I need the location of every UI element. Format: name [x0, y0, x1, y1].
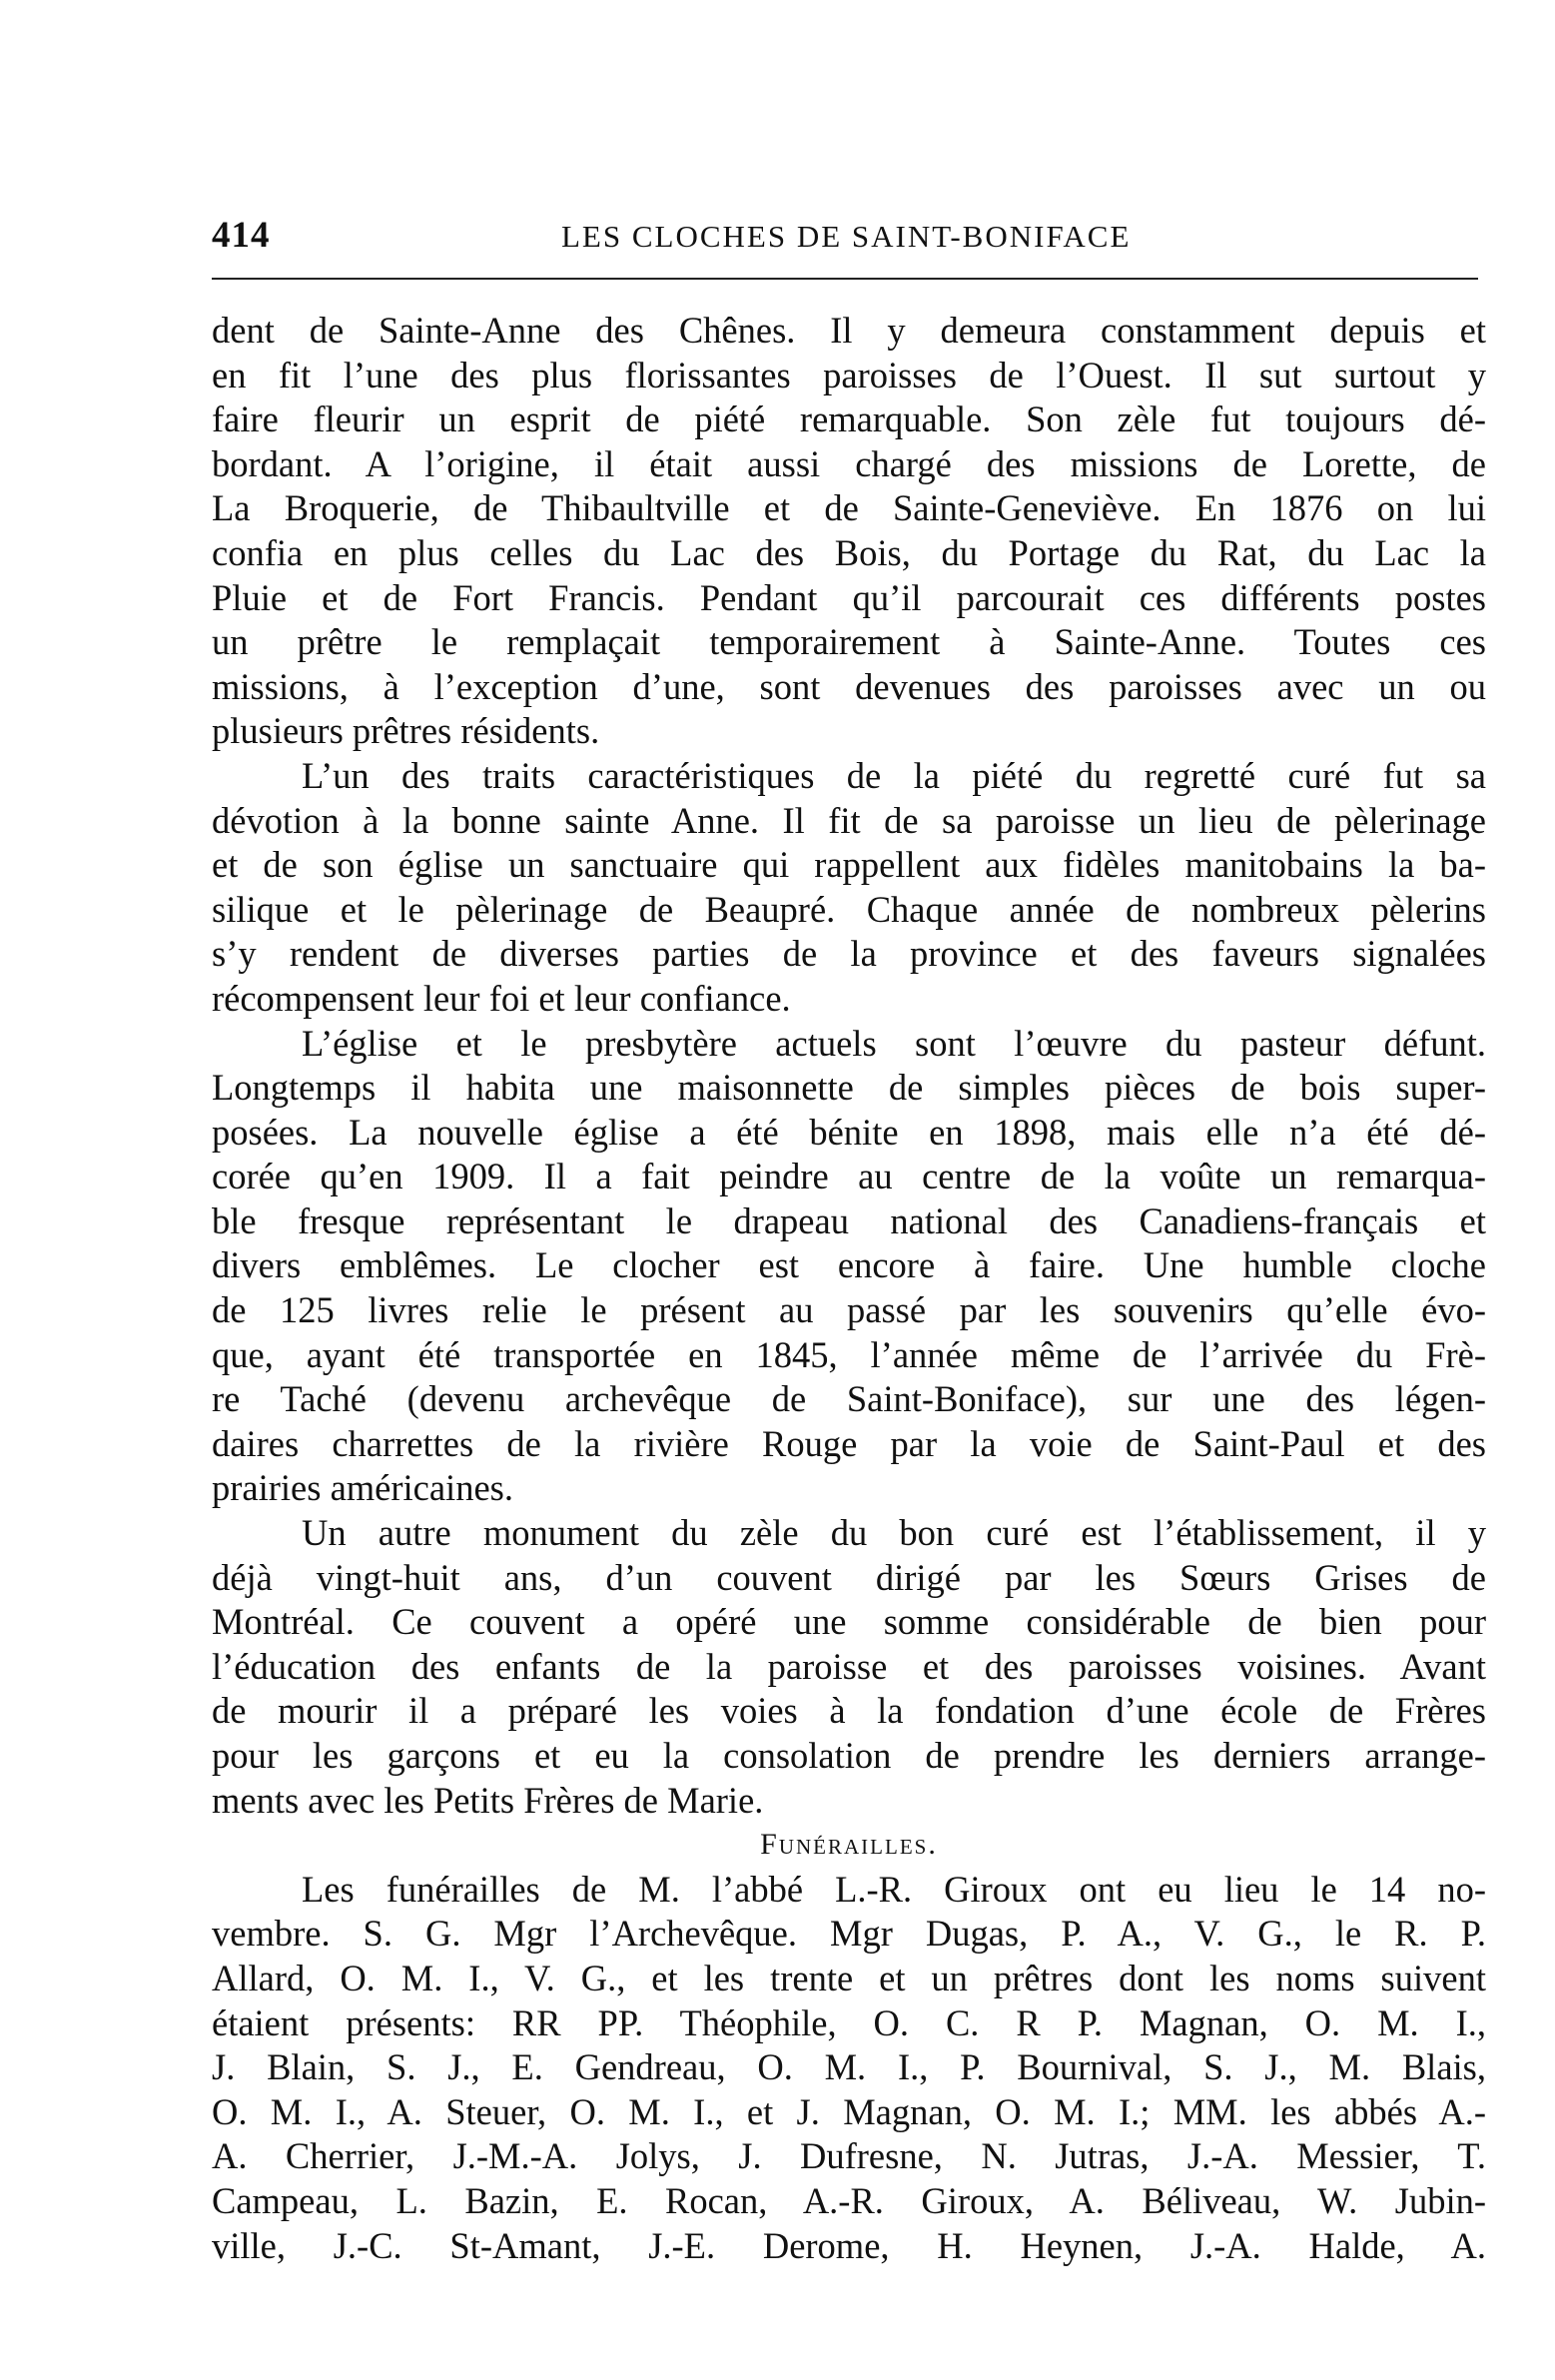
header-rule — [212, 278, 1478, 280]
text-line: O. M. I., A. Steuer, O. M. I., et J. Magnan, O. M. I.; MM. les abbés A.- — [212, 2090, 1486, 2132]
paragraph-2 — [212, 754, 1486, 1022]
text-line: silique et le pèlerinage de Beaupré. Chaque année de nombreux pèlerins — [212, 888, 1486, 930]
text-line: plusieurs prêtres résidents. — [212, 710, 600, 752]
running-title: LES CLOCHES DE SAINT-BONIFACE — [561, 219, 1132, 254]
body-text — [212, 309, 1486, 2268]
paragraph-3 — [212, 1022, 1486, 1512]
text-line: récompensent leur foi et leur confiance. — [212, 977, 791, 1019]
text-line: étaient présents: RR PP. Théophile, O. C. R P. Magnan, O. M. I., — [212, 2001, 1486, 2043]
text-line: L’un des traits caractéristiques de la piété du regretté curé fut sa — [302, 754, 1486, 796]
text-line: et de son église un sanctuaire qui rappellent aux fidèles manitobains la ba- — [212, 844, 1486, 886]
text-line: bordant. A l’origine, il était aussi chargé des missions de Lorette, de — [212, 442, 1486, 484]
text-line: Un autre monument du zèle du bon curé est l’établissement, il y — [302, 1512, 1486, 1554]
paragraph-1 — [212, 309, 1486, 754]
text-line: l’éducation des enfants de la paroisse et des paroisses voisines. Avant — [212, 1645, 1486, 1687]
text-line: de 125 livres relie le présent au passé par les souvenirs qu’elle évo- — [212, 1289, 1486, 1331]
text-line: Les funérailles de M. l’abbé L.-R. Giroux ont eu lieu le 14 no- — [302, 1868, 1486, 1910]
text-line: s’y rendent de diverses parties de la province et des faveurs signalées — [212, 933, 1486, 975]
text-line: Pluie et de Fort Francis. Pendant qu’il parcourait ces différents postes — [212, 576, 1486, 618]
page-header — [212, 214, 1478, 266]
text-line: faire fleurir un esprit de piété remarquable. Son zèle fut toujours dé- — [212, 398, 1486, 440]
text-line: en fit l’une des plus florissantes paroisses de l’Ouest. Il sut surtout y — [212, 354, 1486, 396]
text-line: daires charrettes de la rivière Rouge par la voie de Saint-Paul et des — [212, 1422, 1486, 1464]
text-line: Longtemps il habita une maisonnette de simples pièces de bois super- — [212, 1067, 1486, 1109]
paragraph-4 — [212, 1511, 1486, 1823]
text-line: corée qu’en 1909. Il a fait peindre au centre de la voûte un remarqua- — [212, 1156, 1486, 1197]
text-line: Allard, O. M. I., V. G., et les trente et un prêtres dont les noms suivent — [212, 1957, 1486, 1998]
text-line: que, ayant été transportée en 1845, l’année même de l’arrivée du Frè- — [212, 1333, 1486, 1375]
text-line: missions, à l’exception d’une, sont devenues des paroisses avec un ou — [212, 665, 1486, 707]
text-line: de mourir il a préparé les voies à la fondation d’une école de Frères — [212, 1690, 1486, 1732]
text-line: déjà vingt-huit ans, d’un couvent dirigé par les Sœurs Grises de — [212, 1556, 1486, 1598]
text-line: re Taché (devenu archevêque de Saint-Boniface), sur une des légen- — [212, 1378, 1486, 1420]
text-line: La Broquerie, de Thibaultville et de Sainte-Geneviève. En 1876 on lui — [212, 487, 1486, 529]
text-line: prairies américaines. — [212, 1467, 513, 1509]
text-line: ble fresque représentant le drapeau national des Canadiens-français et — [212, 1199, 1486, 1241]
section-heading: Funérailles. — [760, 1828, 938, 1862]
text-line: posées. La nouvelle église a été bénite en 1898, mais elle n’a été dé- — [212, 1111, 1486, 1153]
text-line: confia en plus celles du Lac des Bois, du Portage du Rat, du Lac la — [212, 531, 1486, 573]
text-line: ville, J.-C. St-Amant, J.-E. Derome, H. Heynen, J.-A. Halde, A. — [212, 2224, 1486, 2266]
text-line: A. Cherrier, J.-M.-A. Jolys, J. Dufresne, N. Jutras, J.-A. Messier, T. — [212, 2135, 1486, 2177]
text-line: Campeau, L. Bazin, E. Rocan, A.-R. Giroux, A. Béliveau, W. Jubin- — [212, 2179, 1486, 2221]
text-line: un prêtre le remplaçait temporairement à Sainte-Anne. Toutes ces — [212, 621, 1486, 663]
text-line: ments avec les Petits Frères de Marie. — [212, 1779, 764, 1821]
text-line: dévotion à la bonne sainte Anne. Il fit de sa paroisse un lieu de pèlerinage — [212, 799, 1486, 841]
text-line: J. Blain, S. J., E. Gendreau, O. M. I., P. Bournival, S. J., M. Blais, — [212, 2046, 1486, 2088]
text-line: divers emblêmes. Le clocher est encore à faire. Une humble cloche — [212, 1244, 1486, 1286]
text-line: Montréal. Ce couvent a opéré une somme considérable de bien pour — [212, 1601, 1486, 1643]
text-line: vembre. S. G. Mgr l’Archevêque. Mgr Dugas, P. A., V. G., le R. P. — [212, 1913, 1486, 1955]
page-number: 414 — [212, 215, 271, 256]
paragraph-funerailles — [212, 1868, 1486, 2268]
text-line: L’église et le presbytère actuels sont l’œuvre du pasteur défunt. — [302, 1022, 1486, 1064]
text-line: pour les garçons et eu la consolation de prendre les derniers arrange- — [212, 1735, 1486, 1776]
text-line: dent de Sainte-Anne des Chênes. Il y demeura constamment depuis et — [212, 310, 1486, 351]
